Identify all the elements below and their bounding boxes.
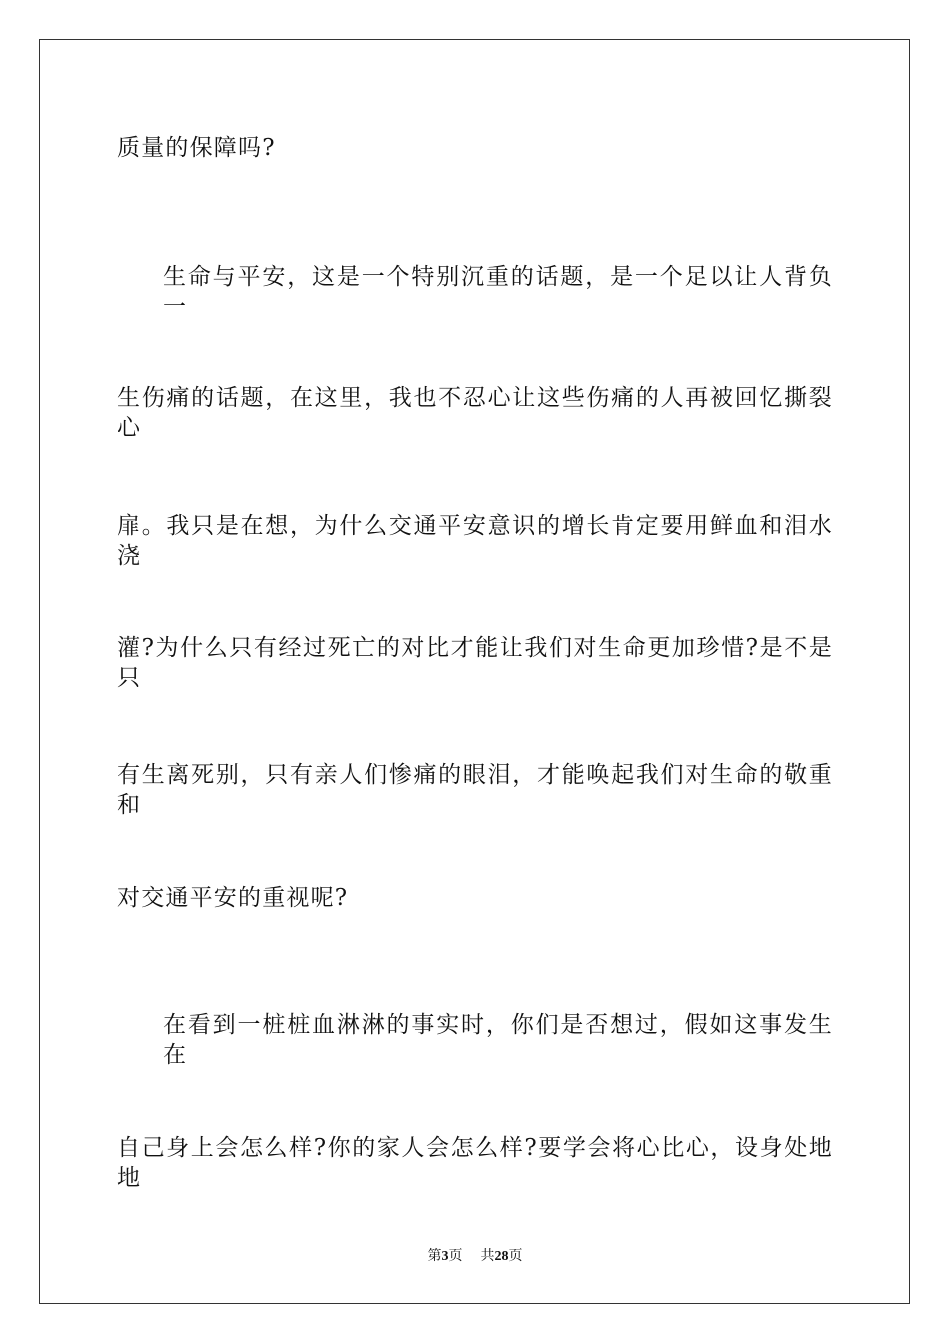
text-line-4: 扉。我只是在想，为什么交通平安意识的增长肯定要用鲜血和泪水浇 (117, 513, 833, 569)
text-line-6: 有生离死别，只有亲人们惨痛的眼泪，才能唤起我们对生命的敬重和 (117, 762, 833, 818)
page-footer (0, 1247, 950, 1266)
footer-page-prefix: 第 (427, 1248, 442, 1264)
text-line-5: 灌?为什么只有经过死亡的对比才能让我们对生命更加珍惜?是不是只 (117, 635, 833, 691)
text-line-8: 在看到一桩桩血淋淋的事实时，你们是否想过，假如这事发生在 (163, 1012, 833, 1068)
footer-total-prefix: 共 (480, 1248, 495, 1264)
footer-page-suffix: 页 (448, 1248, 463, 1264)
text-line-1: 质量的保障吗? (117, 135, 276, 161)
footer-page-number: 3 (441, 1249, 449, 1264)
text-line-7: 对交通平安的重视呢? (117, 885, 349, 911)
footer-total-pages: 28 (494, 1249, 509, 1264)
text-line-2: 生命与平安，这是一个特别沉重的话题，是一个足以让人背负一 (163, 264, 833, 320)
text-line-3: 生伤痛的话题，在这里，我也不忍心让这些伤痛的人再被回忆撕裂心 (117, 385, 833, 441)
text-line-9: 自己身上会怎么样?你的家人会怎么样?要学会将心比心，设身处地地 (117, 1135, 833, 1191)
footer-total-suffix: 页 (508, 1248, 523, 1264)
